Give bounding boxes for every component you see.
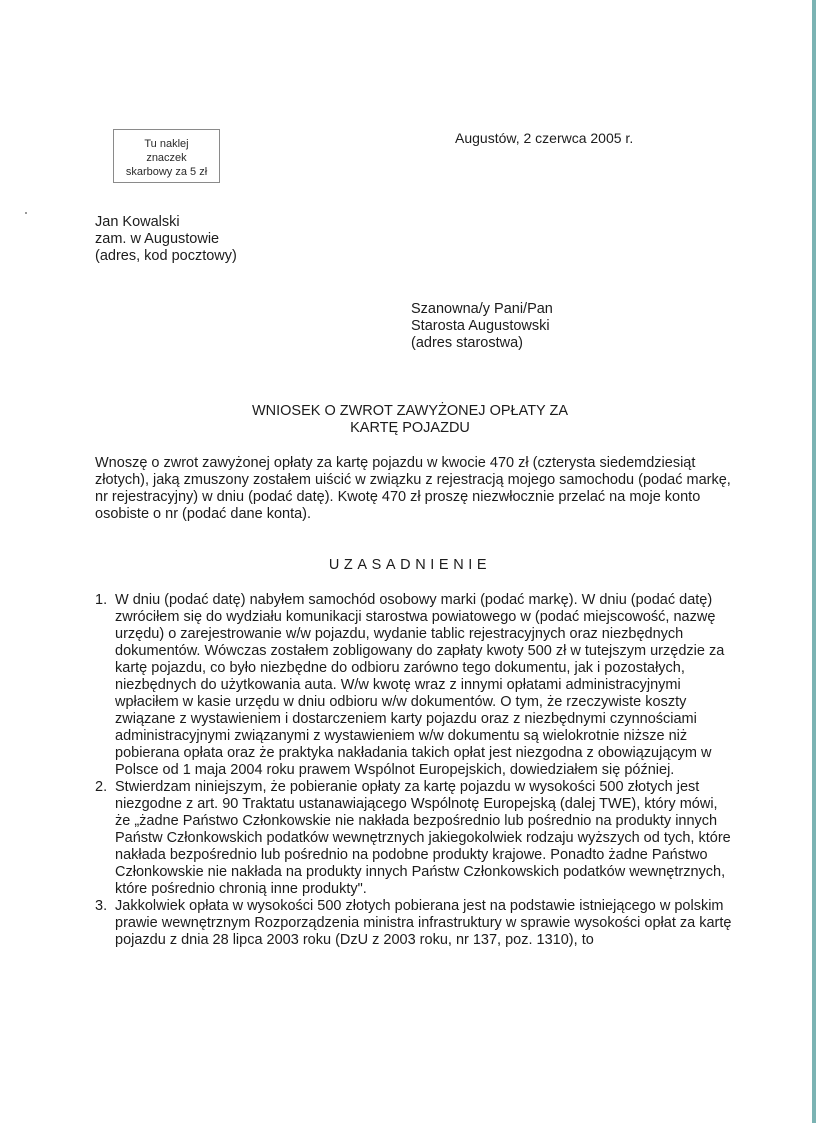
sender-address: (adres, kod pocztowy)	[95, 248, 237, 264]
recipient-title: Starosta Augustowski	[411, 318, 550, 334]
recipient-block	[411, 301, 553, 352]
stamp-text-line: znaczek	[146, 152, 187, 164]
stamp-text-line: skarbowy za 5 zł	[125, 166, 208, 178]
recipient-address: (adres starostwa)	[411, 335, 524, 351]
list-item-text: Jakkolwiek opłata w wysokości 500 złotych pobierana jest na podstawie istniejącego w polskim prawie wewnętrznym Rozporządzenia ministra infrastruktury w sprawie wysokości opłat za kartę pojazdu z dnia 28 lipca 2003 roku (DzU z 2003 roku, nr 137, poz. 1310), to	[115, 898, 732, 948]
list-item-number: 1.	[95, 592, 108, 608]
list-item-text: Stwierdzam niniejszym, że pobieranie opłaty za kartę pojazdu w wysokości 500 złotych jest niezgodne z art. 90 Traktatu ustanawiającego Wspólnotę Europejską (dalej TWE), który mówi, że „żadne Państwo Członkowskie nie nakłada bezpośrednio lub pośrednio na produkty innych Państw Członkowskich podatków wewnętrznych jakiegokolwiek rodzaju wyższych od tych, które nakłada bezpośrednio lub pośrednio na podobne produkty krajowe. Ponadto żadne Państwo Członkowskie nie nakłada na produkty innych Państw Członkowskich podatków wewnętrznych, które pośrednio chronią inne produkty".	[115, 779, 731, 897]
stamp-text-line: Tu naklej	[144, 138, 189, 150]
sender-block	[95, 214, 237, 265]
scan-speck	[25, 212, 27, 214]
document-title-line: WNIOSEK O ZWROT ZAWYŻONEJ OPŁATY ZA	[251, 403, 569, 419]
list-item	[95, 898, 735, 949]
sender-name: Jan Kowalski	[95, 214, 180, 230]
justification-list	[95, 592, 735, 949]
justification-heading: UZASADNIENIE	[328, 557, 492, 573]
recipient-salutation: Szanowna/y Pani/Pan	[411, 301, 553, 317]
place-and-date: Augustów, 2 czerwca 2005 r.	[455, 130, 634, 146]
list-item-number: 2.	[95, 779, 108, 795]
document-title	[95, 403, 725, 437]
list-item	[95, 592, 735, 779]
intro-paragraph: Wnoszę o zwrot zawyżonej opłaty za kartę pojazdu w kwocie 470 zł (czterysta siedemdziesiąt złotych), jaką zmuszony zostałem uiścić w związku z rejestracją mojego samochodu (podać markę, nr rejestracyjny) w dniu (podać datę). Kwotę 470 zł proszę niezwłocznie przelać na moje konto osobiste o nr (podać dane konta).	[95, 455, 731, 522]
list-item-text: W dniu (podać datę) nabyłem samochód osobowy marki (podać markę). W dniu (podać datę) zwróciłem się do wydziału komunikacji starostwa powiatowego w (podać miejscowość, nazwę urzędu) o zarejestrowanie w/w pojazdu, wydanie tablic rejestracyjnych oraz niezbędnych dokumentów. Wówczas zostałem zobligowany do zapłaty kwoty 500 zł w tutejszym urzędzie za kartę pojazdu, co było niezbędne do odbioru zarówno tego dokumentu, jak i pozostałych, niezbędnych do użytkowania auta. W/w kwotę wraz z innymi opłatami administracyjnymi wpłaciłem w kasie urzędu w dniu odbioru w/w dokumentów. O tym, że rzeczywiste koszty związane z wystawieniem i dostarczeniem karty pojazdu oraz z niezbędnymi czynnościami administracyjnymi związanymi z wystawieniem w/w dokumentu są wielokrotnie niższe niż pobierana opłata oraz że praktyka nakładania takich opłat jest niezgodna z obowiązującym w Polsce od 1 maja 2004 roku prawem Wspólnot Europejskich, dowiedziałem się później.	[115, 592, 725, 778]
sender-residence: zam. w Augustowie	[95, 231, 220, 247]
scan-edge	[812, 0, 816, 1123]
revenue-stamp-box	[113, 129, 220, 183]
list-item	[95, 779, 735, 898]
list-item-number: 3.	[95, 898, 108, 914]
document-title-line: KARTĘ POJAZDU	[350, 420, 470, 436]
